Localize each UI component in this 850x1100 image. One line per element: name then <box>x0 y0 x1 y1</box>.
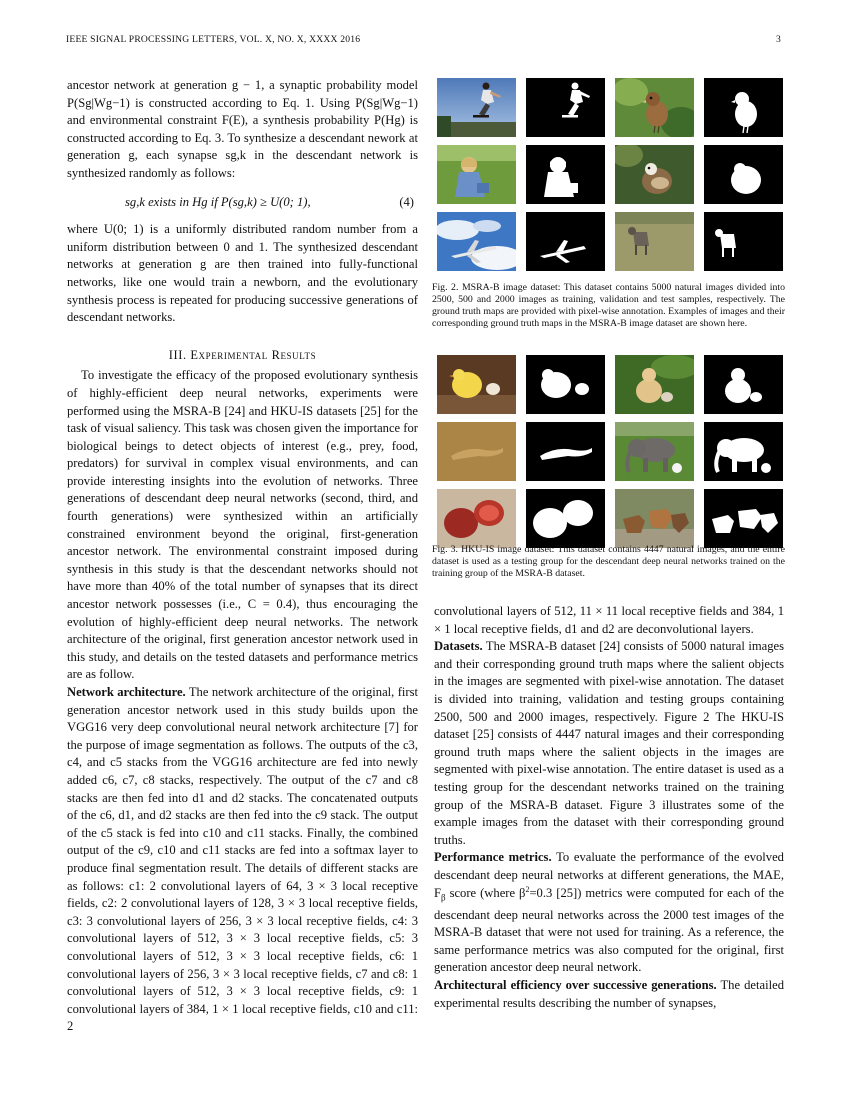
running-header: IEEE SIGNAL PROCESSING LETTERS, VOL. X, NO. X, XXXX 2016 <box>66 34 361 45</box>
figure-2-grid <box>437 78 784 271</box>
paragraph-experiments: To investigate the efficacy of the proposed evolutionary synthesis of highly-efficient deep neural networks, experiments were performed using the MSRA-B [24] and HKU-IS datasets [25] for the task of visual saliency. This task was chosen given the importance for biological beings to detect objects of interest (e.g., prey, food, predators) for survival in complex visual environments, and can provide interesting insights into the evolution of networks. Three generations of descendant deep neural networks (second, third, and fourth generations) were synthesized within an artificially constrained environment beyond the original, first-generation ancestor network. The environmental constraint imposed during synthesis in this study is that the descendant networks should not have more than 40% of the total number of synapses that its direct ancestor network possesses (i.e., C = 0.4), thus encouraging the evolution of highly-efficient deep neural networks. The network architecture of the original, first generation ancestor network used in this study, and details on the tested datasets and performance metrics are as follow. <box>67 368 418 682</box>
datasets-text: The MSRA-B dataset [24] consists of 5000 natural images and their corresponding ground truth maps where the salient objects in the images are segmented with pixel-wise annotation. The dataset is divided into training, validation and testing groups containing 2500, 500 and 2000 images, respectively. Figure 2 The HKU-IS dataset [25] consists of 4447 natural images and their corresponding ground truth maps where the salient objects in the images are segmented with pixel-wise annotation. The entire dataset is used as a testing group for the descendant networks trained on the training group of the MSRA-B dataset. Figure 3 illustrates some of the example images from the dataset with their corresponding ground truths. <box>434 639 784 847</box>
architectural-efficiency-heading: Architectural efficiency over successive generations. <box>434 977 717 992</box>
paragraph-architectural-efficiency <box>434 977 784 1012</box>
left-column <box>67 77 418 1036</box>
lizard-photo <box>437 422 516 481</box>
elephant-mask <box>704 422 783 481</box>
paragraph-continued: convolutional layers of 512, 11 × 11 local receptive fields and 384, 1 × 1 local receptive fields, d1 and d2 are deconvolutional layers. <box>434 604 784 636</box>
puppies-photo <box>615 355 694 414</box>
metrics-text-1: To evaluate the performance of the evolved descendant deep neural networks at different generations, the MAE, F <box>434 850 784 900</box>
right-column <box>434 603 784 1012</box>
metrics-superscript-2: 2 <box>525 884 530 894</box>
child-photo <box>437 145 516 204</box>
goat-mask <box>704 212 783 271</box>
paragraph-intro: ancestor network at generation g − 1, a synaptic probability model P(Sg|Wg−1) is constructed according to Eq. 1. Using P(Sg|Wg−1) and environmental constraint F(E), a synthesis probability P(Hg) is constructed according to Eq. 3. To synthesize a descendant nework at generation g, each synapse sg,k in the descendant network is synthesized randomly as follows: <box>67 78 418 180</box>
figure-3-grid <box>437 355 784 548</box>
metrics-heading: Performance metrics. <box>434 850 552 865</box>
equation-body: sg,k exists in Hg if P(sg,k) ≥ U(0; 1), <box>125 194 311 209</box>
paragraph-after-equation: where U(0; 1) is a uniformly distributed random number from a uniform distribution between 0 and 1. The synthesized descendant networks at generation g are then trained into fully-functional networks, like one would train a newborn, and the evolutionary synthesis process is repeated for producing successive generations of descendant networks. <box>67 222 418 325</box>
airplane-photo <box>437 212 516 271</box>
dogs-photo <box>615 489 694 548</box>
airplane-mask <box>526 212 605 271</box>
skateboarder-photo <box>437 78 516 137</box>
bird-mask <box>704 78 783 137</box>
metrics-subscript-beta: β <box>441 892 446 903</box>
section-title: III. Experimental Results <box>168 347 317 362</box>
bird-photo <box>615 78 694 137</box>
goat-photo <box>615 212 694 271</box>
figure-3-caption: Fig. 3. HKU-IS image dataset: This dataset contains 4447 natural images, and the entire dataset is used as a testing group for the descendant deep neural networks trained on the training group of the MSRA-B dataset. <box>432 544 785 580</box>
datasets-heading: Datasets. <box>434 639 483 654</box>
architectural-efficiency-text: The detailed experimental results describing the number of synapses, <box>434 977 784 1010</box>
skateboarder-mask <box>526 78 605 137</box>
network-architecture-heading: Network architecture. <box>67 685 186 699</box>
pomegranate-photo <box>437 489 516 548</box>
paragraph-performance-metrics <box>434 849 784 977</box>
pomegranate-mask <box>526 489 605 548</box>
dogs-mask <box>704 489 783 548</box>
elephant-photo <box>615 422 694 481</box>
equation-4 <box>67 194 418 212</box>
chick-photo <box>437 355 516 414</box>
network-architecture-text: The network architecture of the original, first generation ancestor network used in this study builds upon the VGG16 very deep convolutional neural network architecture [7] for the purpose of image segmentation as follows. The outputs of the c3, c4, and c5 stacks from the VGG16 architecture are fed into newly added c6, c7, c8 stacks, respectively. The output of the c7 and c8 stacks are then fed into d1 and d2 stacks. The concatenated outputs of the c6, d1, and d2 stacks are then fed into the c9 stack. The output of the c5 stack is fed into c10 and c11 stacks. Finally, the combined output of the c9, c10 and c11 stacks are fed into a softmax layer to produce final segmentation result. The details of different stacks are as follows: c1: 2 convolutional layers of 64, 3 × 3 local receptive fields, c2: 2 convolutional layers of 128, 3 × 3 local receptive fields, c3: 3 convolutional layers of 256, 3 × 3 local receptive fields, c4: 3 convolutional layers of 512, 3 × 3 local receptive fields, c5: 3 convolutional layers of 512, 3 × 3 local receptive fields, c6: 1 convolutional layers of 256, 3 × 3 local receptive fields, c7 and c8: 1 convolutional layers of 512, 3 × 3 local receptive fields, c9: 1 convolutional layers of 384, 1 × 1 local receptive fields, c10 and c11: 2 <box>67 685 418 1034</box>
paragraph-network-architecture <box>67 684 418 1036</box>
paragraph-datasets <box>434 638 784 849</box>
equation-number: (4) <box>399 194 414 209</box>
chick-mask <box>526 355 605 414</box>
lizard-mask <box>526 422 605 481</box>
duck-mask <box>704 145 783 204</box>
figure-2-caption: Fig. 2. MSRA-B image dataset: This dataset contains 5000 natural images divided into 2500, 500 and 2000 images as training, validation and test samples, respectively. The ground truth maps are provided with pixel-wise annotation. Examples of images and their corresponding ground truth maps in the MSRA-B image dataset are shown here. <box>432 282 785 330</box>
child-mask <box>526 145 605 204</box>
page-number: 3 <box>776 34 781 45</box>
metrics-text-3: score (where β <box>445 885 526 900</box>
puppies-mask <box>704 355 783 414</box>
duck-photo <box>615 145 694 204</box>
metrics-text-5: =0.3 [25]) metrics were computed for each of the descendant deep neural networks across the 2000 test images of the MSRA-B dataset that were not used for training. As a reference, the same performance metrics was also computed for the original, first generation ancestor deep neural network. <box>434 885 784 975</box>
